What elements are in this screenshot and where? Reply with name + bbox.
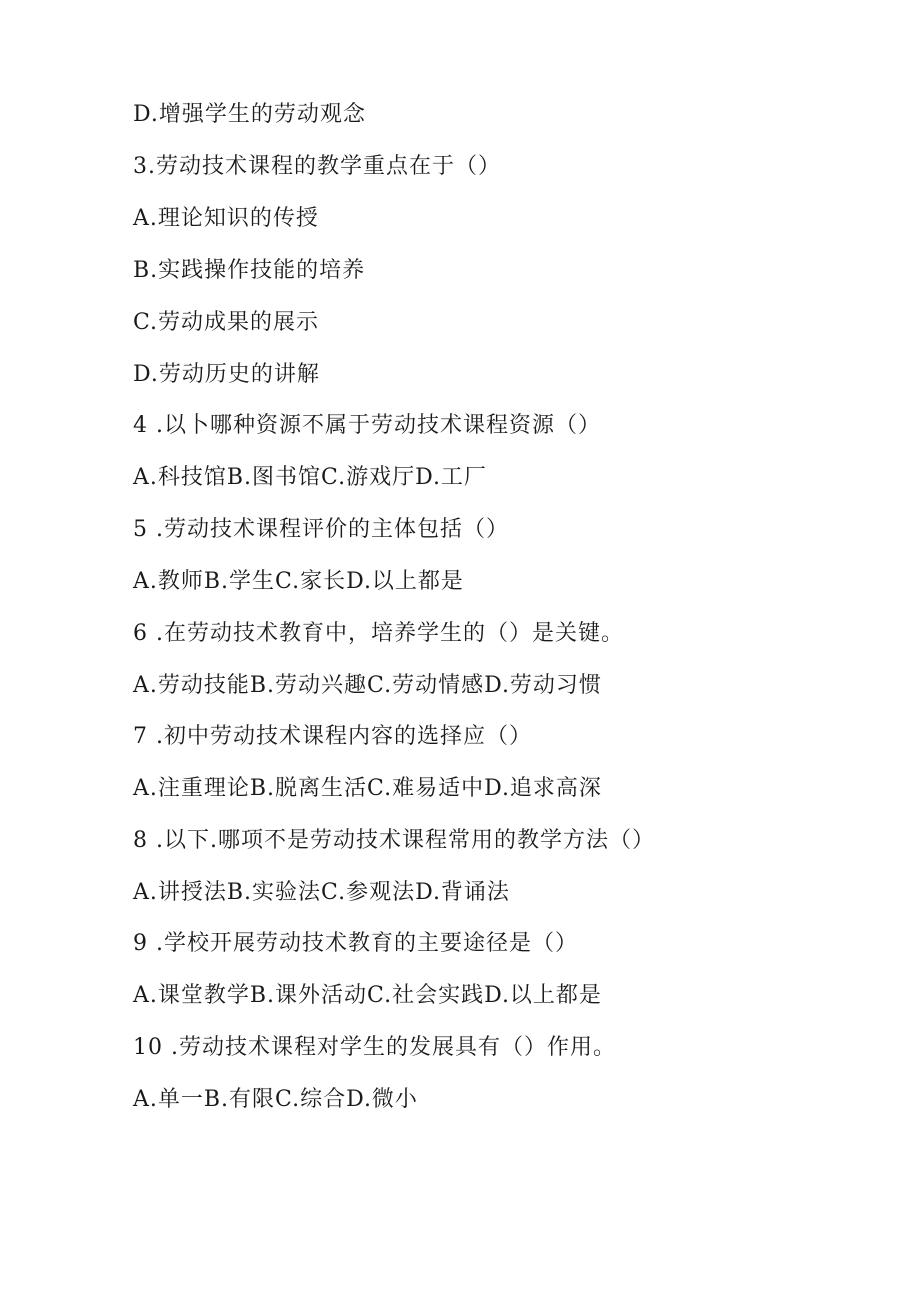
- option-line: A.科技馆B.图书馆C.游戏厅D.工厂: [133, 465, 487, 490]
- option-line: C.劳动成果的展示: [133, 310, 320, 335]
- question-line: 9 .学校开展劳动技术教育的主要途径是（）: [133, 931, 578, 956]
- question-line: 3.劳动技术课程的教学重点在于（）: [133, 154, 501, 179]
- option-line: A.注重理论B.脱离生活C.难易适中D.追求高深: [133, 776, 602, 801]
- option-line: A.讲授法B.实验法C.参观法D.背诵法: [133, 880, 510, 905]
- question-line: 6 .在劳动技术教育中，培养学生的（）是关键。: [133, 621, 624, 646]
- option-line: A.理论知识的传授: [133, 206, 319, 231]
- question-line: 10 .劳动技术课程对学生的发展具有（）作用。: [133, 1035, 616, 1060]
- option-line: D.劳动历史的讲解: [133, 362, 320, 387]
- question-line: 5 .劳动技术课程评价的主体包括（）: [133, 517, 509, 542]
- question-line: 7 .初中劳动技术课程内容的选择应（）: [133, 724, 532, 749]
- option-line: B.实践操作技能的培养: [133, 258, 366, 283]
- option-line: A.单一B.有限C.综合D.微小: [133, 1087, 418, 1112]
- question-line: 8 .以下.哪项不是劳动技术课程常用的教学方法（）: [133, 828, 655, 853]
- option-line: A.教师B.学生C.家长D.以上都是: [133, 569, 464, 594]
- question-line: 4 .以卜哪种资源不属于劳动技术课程资源（）: [133, 413, 601, 438]
- option-line: D.增强学生的劳动观念: [133, 102, 366, 127]
- option-line: A.劳动技能B.劳动兴趣C.劳动情感D.劳动习惯: [133, 673, 602, 698]
- option-line: A.课堂教学B.课外活动C.社会实践D.以上都是: [133, 983, 602, 1008]
